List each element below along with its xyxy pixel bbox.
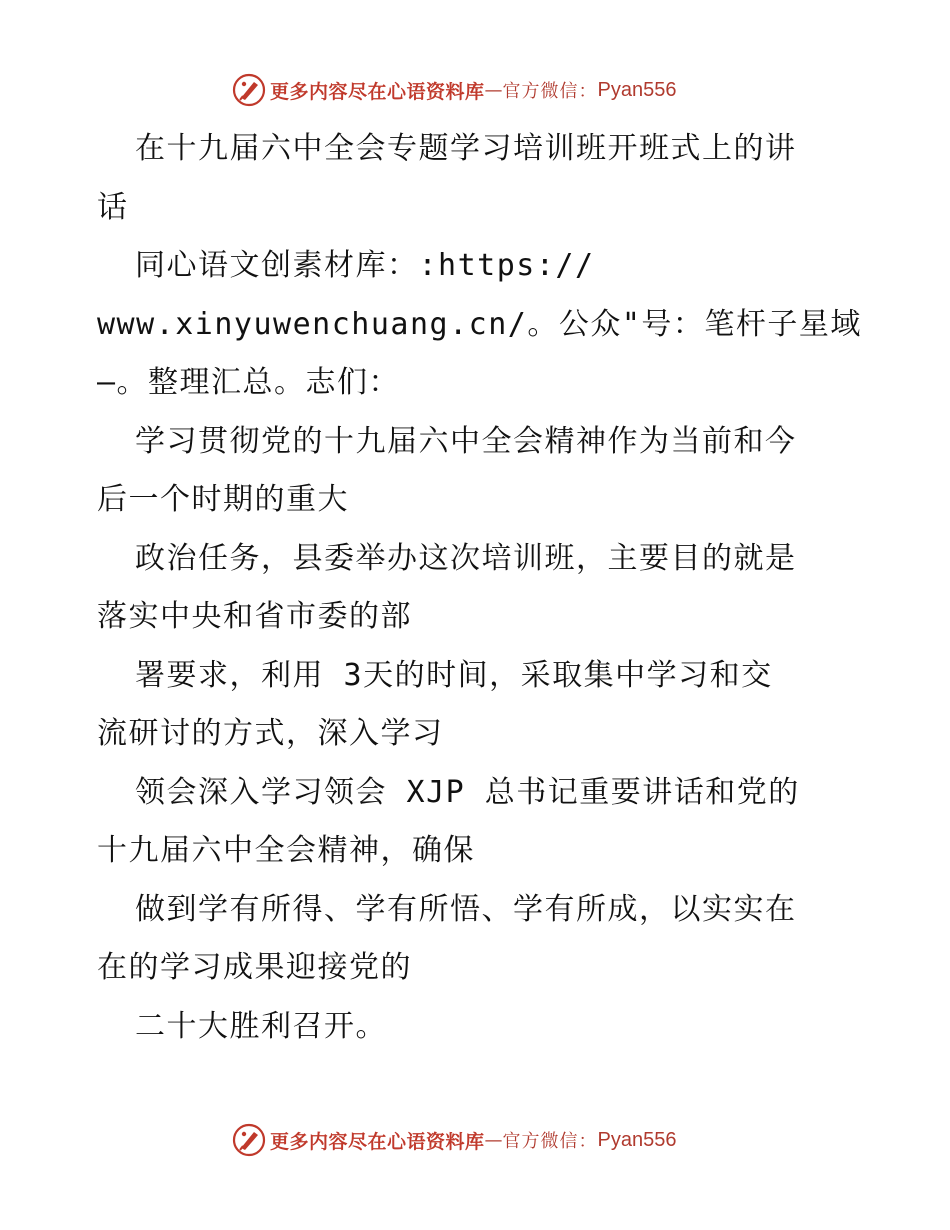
paragraph-line: 学习贯彻党的十九届六中全会精神作为当前和今 <box>135 423 797 459</box>
document-body <box>97 120 867 1056</box>
quill-logo-icon <box>232 73 266 107</box>
paragraph-line: 流研讨的方式，深入学习 <box>97 716 444 751</box>
header-watermark <box>232 72 676 108</box>
title-line-continued: 话 <box>97 189 129 225</box>
paragraph-line: 署要求，利用 3天的时间，采取集中学习和交 <box>135 657 773 693</box>
paragraph-line: 领会深入学习领会 XJP 总书记重要讲话和党的 <box>135 774 800 810</box>
paragraph-line: 落实中央和省市委的部 <box>97 599 412 634</box>
quill-logo-icon <box>232 1123 266 1157</box>
source-url-line: www.xinyuwenchuang.cn/。公众"号：笔杆子星域 <box>97 306 862 342</box>
watermark-dash: — <box>484 1129 503 1151</box>
paragraph-line: 政治任务，县委举办这次培训班，主要目的就是 <box>135 540 797 576</box>
title-line: 在十九届六中全会专题学习培训班开班式上的讲 <box>135 131 797 166</box>
salutation-line: —。整理汇总。志们： <box>97 365 401 400</box>
watermark-wechat-label: 官方微信： <box>502 81 598 102</box>
paragraph-line: 十九届六中全会精神，确保 <box>97 833 475 868</box>
watermark-wechat-id: Pyan556 <box>597 1128 677 1151</box>
watermark-site-text: 更多内容尽在心语资料库 <box>270 80 485 103</box>
paragraph-line: 在的学习成果迎接党的 <box>97 950 412 985</box>
paragraph-line: 做到学有所得、学有所悟、学有所成，以实实在 <box>135 891 797 927</box>
footer-watermark <box>232 1122 676 1158</box>
watermark-wechat-id: Pyan556 <box>597 78 677 101</box>
watermark-dash: — <box>484 79 503 101</box>
paragraph-line: 二十大胜利召开。 <box>135 1008 387 1044</box>
watermark-wechat-label: 官方微信： <box>502 1131 598 1152</box>
source-line: 同心语文创素材库：:https:// <box>135 248 595 283</box>
paragraph-line: 后一个时期的重大 <box>97 482 349 517</box>
watermark-site-text: 更多内容尽在心语资料库 <box>270 1130 485 1153</box>
